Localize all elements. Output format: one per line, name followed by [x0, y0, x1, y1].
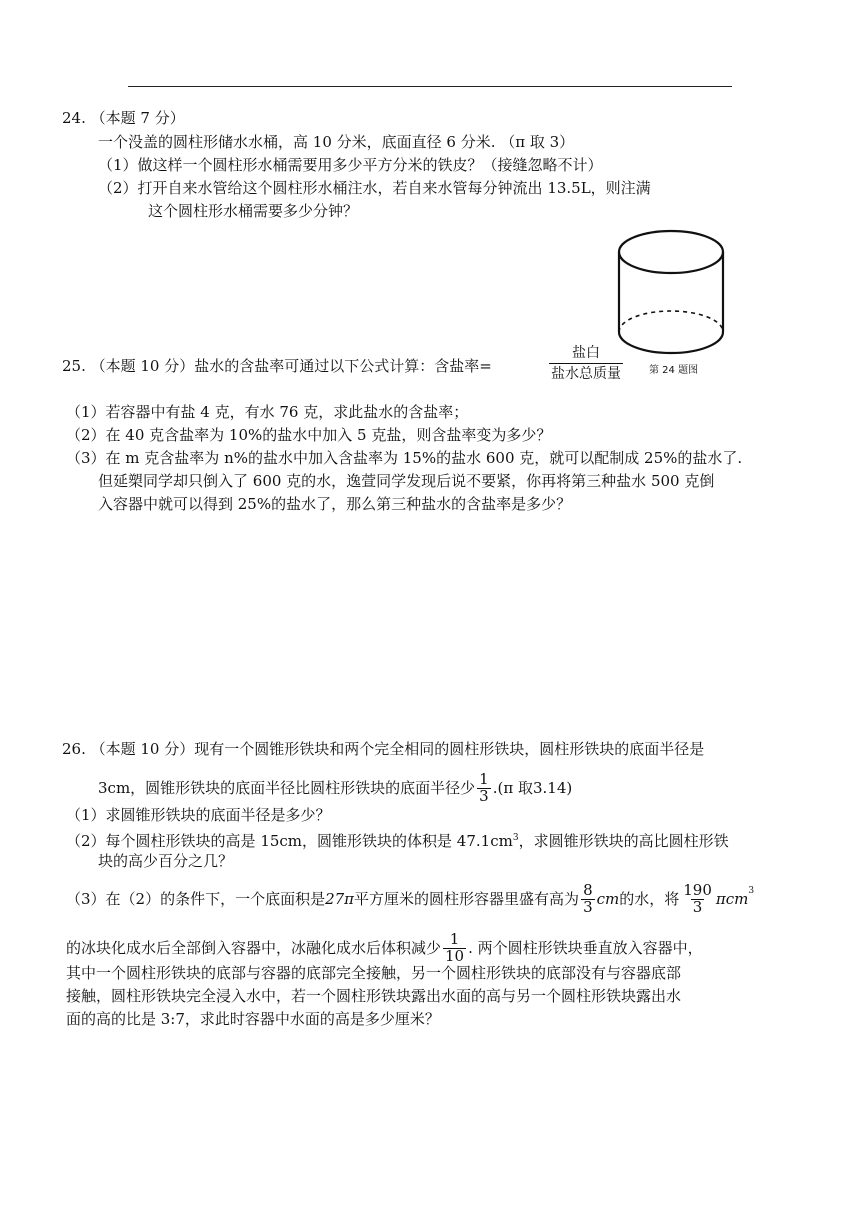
- q26-part3-line1: [66, 883, 754, 916]
- q26-part1: （1）求圆锥形铁块的底面半径是多少？: [66, 806, 331, 824]
- q26-line2: [98, 772, 572, 805]
- unit-pi-cm3: πcm: [715, 890, 749, 909]
- fraction-numerator: 190: [683, 881, 712, 899]
- q24-intro: 一个没盖的圆柱形储水水桶，高 10 分米，底面直径 6 分米. （π 取 3）: [98, 133, 575, 151]
- q24-part2-line1: （2）打开自来水管给这个圆柱形水桶注水，若自来水管每分钟流出 13.5L，则注满: [98, 179, 651, 197]
- q26-part2-text-cont: ，求圆锥形铁块的高比圆柱形铁: [518, 832, 729, 850]
- cubic-superscript: 3: [748, 886, 755, 896]
- fraction-eight-thirds: [581, 883, 595, 916]
- q24-part1: （1）做这样一个圆柱形水桶需要用多少平方分米的铁皮？（接缝忽略不计）: [98, 156, 603, 174]
- q25-header: 25. （本题 10 分）盐水的含盐率可通过以下公式计算：含盐率=: [62, 357, 492, 375]
- fraction-denominator: 10: [445, 946, 465, 965]
- part3-text-c: 平方厘米的圆柱形容器里盛有高为: [354, 890, 580, 909]
- q26-part3-line2: [66, 932, 703, 965]
- q26-part2-text: （2）每个圆柱形铁块的高是 15cm，圆锥形铁块的体积是 47.1cm: [66, 832, 513, 850]
- part3-line2-text-cont: . 两个圆柱形铁块垂直放入容器中，: [468, 939, 703, 958]
- q25-part3-line1: （3）在 m 克含盐率为 n%的盐水中加入含盐率为 15%的盐水 600 克，就可以配制成 25%的盐水了.: [66, 449, 743, 467]
- q26-part3-line4: 接触，圆柱形铁块完全浸入水中，若一个圆柱形铁块露出水面的高与另一个圆柱形铁块露出水: [66, 987, 682, 1005]
- fraction-numerator: 1: [479, 770, 489, 788]
- base-area-expression: 27π: [325, 890, 355, 909]
- part3-text-a: （3）在（2）的条件下，一个底面积是: [66, 890, 326, 909]
- fraction-one-third: [477, 772, 491, 805]
- fraction-numerator: 1: [449, 930, 460, 948]
- fraction-numerator: 8: [583, 881, 593, 899]
- q26-line2-text: 3cm，圆锥形铁块的底面半径比圆柱形铁块的底面半径少: [98, 779, 476, 798]
- salt-rate-formula: [549, 343, 623, 384]
- q25-part3-line3: 入容器中就可以得到 25%的盐水了，那么第三种盐水的含盐率是多少？: [98, 495, 572, 513]
- top-rule: [128, 86, 732, 87]
- fraction-denominator: 3: [479, 786, 489, 805]
- q25-part3-line2: 但延槊同学却只倒入了 600 克的水，逸萱同学发现后说不要紧，你再将第三种盐水 500 克倒: [98, 472, 715, 490]
- formula-numerator: 盐白: [572, 345, 600, 361]
- q24-part2-line2: 这个圆柱形水桶需要多少分钟？: [148, 202, 359, 220]
- part3-text-e: 的水，将: [619, 890, 680, 909]
- q25-part1: （1）若容器中有盐 4 克，有水 76 克，求此盐水的含盐率；: [66, 403, 469, 421]
- q24-figure-caption: 第 24 题图: [649, 365, 699, 376]
- q26-part2-line2: 块的高少百分之几？: [98, 852, 234, 870]
- q24-header: 24. （本题 7 分）: [62, 109, 185, 127]
- fraction-denominator: 3: [692, 897, 703, 916]
- part3-line2-text: 的冰块化成水后全部倒入容器中，冰融化成水后体积减少: [66, 939, 442, 958]
- pi-note: .(π 取3.14): [492, 779, 573, 798]
- fraction-denominator: 3: [583, 897, 593, 916]
- q26-part3-line3: 其中一个圆柱形铁块的底部与容器的底部完全接触，另一个圆柱形铁块的底部没有与容器底部: [66, 964, 682, 982]
- formula-denominator: 盐水总质量: [549, 363, 623, 384]
- q26-part2-line1: [66, 828, 729, 851]
- q26-header: 26. （本题 10 分）现有一个圆锥形铁块和两个完全相同的圆柱形铁块，圆柱形铁块的底面半径是: [62, 740, 705, 758]
- unit-cm: cm: [596, 890, 620, 909]
- fraction-one-tenth: [443, 932, 466, 965]
- cubic-superscript: 3: [512, 833, 519, 843]
- q25-part2: （2）在 40 克含盐率为 10%的盐水中加入 5 克盐，则含盐率变为多少？: [66, 426, 552, 444]
- cylinder-figure: [612, 220, 732, 360]
- fraction-190-thirds: [681, 883, 714, 916]
- q26-part3-line5: 面的高的比是 3:7，求此时容器中水面的高是多少厘米？: [66, 1010, 440, 1028]
